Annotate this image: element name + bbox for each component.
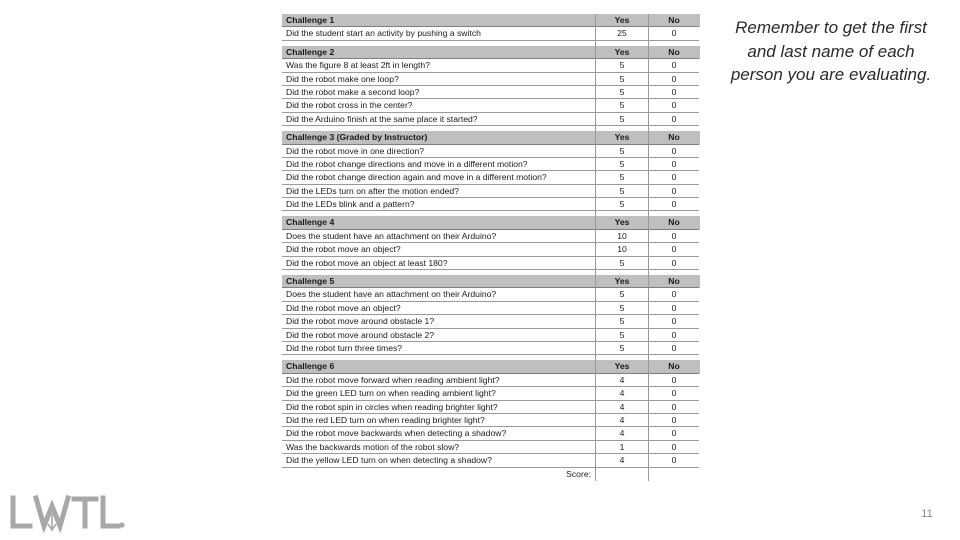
question-row xyxy=(282,86,700,99)
question-text: Did the robot move forward when reading ambient light? xyxy=(282,374,595,387)
question-row xyxy=(282,329,700,342)
yes-points: 5 xyxy=(595,342,648,355)
question-text: Did the robot move around obstacle 1? xyxy=(282,315,595,328)
question-row xyxy=(282,99,700,112)
no-points: 0 xyxy=(648,387,699,400)
yes-points: 4 xyxy=(595,427,648,440)
challenge-title: Challenge 2 xyxy=(282,46,595,59)
question-row xyxy=(282,401,700,414)
yes-points: 5 xyxy=(595,86,648,99)
no-header: No xyxy=(648,46,699,59)
no-points: 0 xyxy=(648,302,699,315)
page-number: 11 xyxy=(921,508,933,520)
yes-points: 4 xyxy=(595,374,648,387)
question-text: Does the student have an attachment on their Arduino? xyxy=(282,230,595,243)
question-row xyxy=(282,243,700,256)
question-text: Did the robot turn three times? xyxy=(282,342,595,355)
yes-points: 25 xyxy=(595,27,648,40)
question-text: Did the robot move around obstacle 2? xyxy=(282,329,595,342)
yes-points: 5 xyxy=(595,99,648,112)
challenge-header xyxy=(282,275,700,288)
question-row xyxy=(282,198,700,211)
yes-points: 4 xyxy=(595,454,648,467)
yes-points: 5 xyxy=(595,145,648,158)
no-points: 0 xyxy=(648,342,699,355)
yes-points: 5 xyxy=(595,185,648,198)
challenge-header xyxy=(282,131,700,144)
yes-points: 5 xyxy=(595,329,648,342)
challenge-title: Challenge 1 xyxy=(282,14,595,27)
yes-points: 5 xyxy=(595,73,648,86)
yes-header: Yes xyxy=(595,275,648,288)
no-points: 0 xyxy=(648,86,699,99)
yes-points: 5 xyxy=(595,171,648,184)
challenge-title: Challenge 3 (Graded by Instructor) xyxy=(282,131,595,144)
no-points: 0 xyxy=(648,198,699,211)
question-text: Did the Arduino finish at the same place it started? xyxy=(282,113,595,126)
question-text: Did the robot move an object? xyxy=(282,302,595,315)
question-row xyxy=(282,454,700,467)
question-row xyxy=(282,441,700,454)
no-points: 0 xyxy=(648,113,699,126)
yes-points: 5 xyxy=(595,257,648,270)
score-row xyxy=(282,468,700,481)
yes-points: 1 xyxy=(595,441,648,454)
yes-points: 4 xyxy=(595,401,648,414)
question-text: Was the figure 8 at least 2ft in length? xyxy=(282,59,595,72)
score-label: Score: xyxy=(566,468,591,479)
question-row xyxy=(282,230,700,243)
question-text: Did the robot make a second loop? xyxy=(282,86,595,99)
question-row xyxy=(282,257,700,270)
no-points: 0 xyxy=(648,59,699,72)
challenge-title: Challenge 5 xyxy=(282,275,595,288)
no-header: No xyxy=(648,360,699,373)
yes-points: 10 xyxy=(595,230,648,243)
yes-points: 4 xyxy=(595,414,648,427)
question-text: Did the yellow LED turn on when detecting a shadow? xyxy=(282,454,595,467)
no-points: 0 xyxy=(648,243,699,256)
yes-points: 5 xyxy=(595,302,648,315)
yes-header: Yes xyxy=(595,216,648,229)
yes-points: 10 xyxy=(595,243,648,256)
question-row xyxy=(282,427,700,440)
yes-header: Yes xyxy=(595,46,648,59)
no-points: 0 xyxy=(648,315,699,328)
score-no-cell xyxy=(648,468,699,481)
no-points: 0 xyxy=(648,288,699,301)
no-points: 0 xyxy=(648,27,699,40)
challenge-header xyxy=(282,216,700,229)
no-points: 0 xyxy=(648,158,699,171)
yes-header: Yes xyxy=(595,14,648,27)
yes-points: 4 xyxy=(595,387,648,400)
question-row xyxy=(282,374,700,387)
question-text: Did the LEDs blink and a pattern? xyxy=(282,198,595,211)
no-points: 0 xyxy=(648,257,699,270)
no-points: 0 xyxy=(648,374,699,387)
no-header: No xyxy=(648,216,699,229)
yes-points: 5 xyxy=(595,198,648,211)
question-text: Did the robot move backwards when detecting a shadow? xyxy=(282,427,595,440)
no-points: 0 xyxy=(648,99,699,112)
question-text: Did the robot spin in circles when reading brighter light? xyxy=(282,401,595,414)
no-header: No xyxy=(648,131,699,144)
no-points: 0 xyxy=(648,329,699,342)
yes-points: 5 xyxy=(595,158,648,171)
question-row xyxy=(282,113,700,126)
question-text: Did the robot change directions and move in a different motion? xyxy=(282,158,595,171)
reminder-note: Remember to get the first and last name of each person you are evaluating. xyxy=(730,18,932,84)
question-text: Did the robot make one loop? xyxy=(282,73,595,86)
no-points: 0 xyxy=(648,145,699,158)
question-row xyxy=(282,59,700,72)
question-row xyxy=(282,288,700,301)
no-points: 0 xyxy=(648,441,699,454)
question-row xyxy=(282,73,700,86)
question-text: Did the robot cross in the center? xyxy=(282,99,595,112)
question-row xyxy=(282,315,700,328)
question-row xyxy=(282,387,700,400)
no-points: 0 xyxy=(648,427,699,440)
score-yes-cell xyxy=(595,468,648,481)
no-points: 0 xyxy=(648,230,699,243)
question-text: Did the student start an activity by pushing a switch xyxy=(282,27,595,40)
no-points: 0 xyxy=(648,73,699,86)
question-row xyxy=(282,185,700,198)
question-row xyxy=(282,414,700,427)
question-text: Did the robot change direction again and move in a different motion? xyxy=(282,171,595,184)
question-row xyxy=(282,145,700,158)
question-row xyxy=(282,302,700,315)
yes-points: 5 xyxy=(595,288,648,301)
no-header: No xyxy=(648,275,699,288)
question-text: Did the red LED turn on when reading brighter light? xyxy=(282,414,595,427)
challenge-header xyxy=(282,14,700,27)
question-text: Did the green LED turn on when reading ambient light? xyxy=(282,387,595,400)
question-text: Was the backwards motion of the robot slow? xyxy=(282,441,595,454)
yes-points: 5 xyxy=(595,315,648,328)
no-points: 0 xyxy=(648,414,699,427)
lwtl-logo xyxy=(8,494,126,534)
question-text: Did the robot move in one direction? xyxy=(282,145,595,158)
no-points: 0 xyxy=(648,454,699,467)
challenge-title: Challenge 6 xyxy=(282,360,595,373)
question-text: Did the robot move an object? xyxy=(282,243,595,256)
question-row xyxy=(282,158,700,171)
yes-points: 5 xyxy=(595,59,648,72)
question-row xyxy=(282,342,700,355)
question-text: Does the student have an attachment on their Arduino? xyxy=(282,288,595,301)
yes-points: 5 xyxy=(595,113,648,126)
question-row xyxy=(282,171,700,184)
question-text: Did the LEDs turn on after the motion ended? xyxy=(282,185,595,198)
yes-header: Yes xyxy=(595,360,648,373)
no-header: No xyxy=(648,14,699,27)
evaluation-sheet xyxy=(282,14,700,481)
question-text: Did the robot move an object at least 180? xyxy=(282,257,595,270)
challenge-header xyxy=(282,46,700,59)
no-points: 0 xyxy=(648,185,699,198)
challenge-title: Challenge 4 xyxy=(282,216,595,229)
yes-header: Yes xyxy=(595,131,648,144)
challenge-header xyxy=(282,360,700,373)
no-points: 0 xyxy=(648,401,699,414)
question-row xyxy=(282,27,700,40)
no-points: 0 xyxy=(648,171,699,184)
